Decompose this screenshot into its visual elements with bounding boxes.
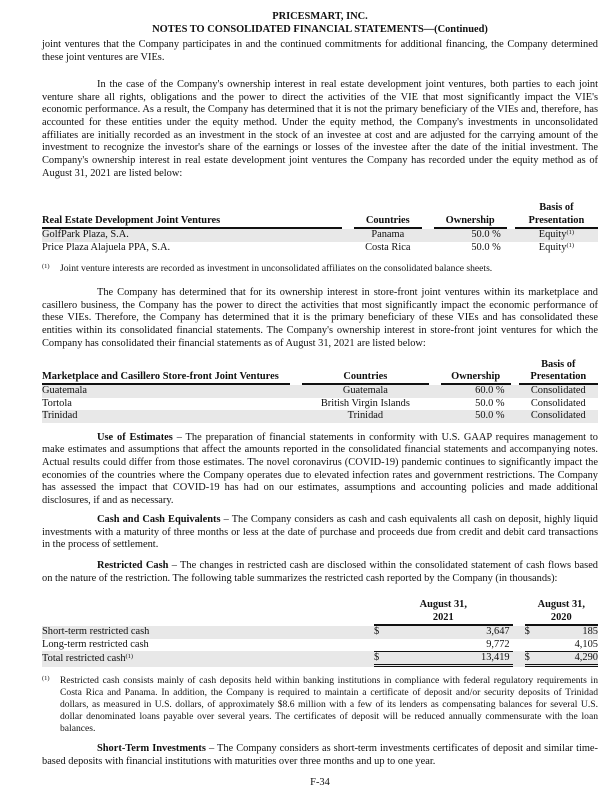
table-row: Total restricted cash$^{(1)}$ $ 13,419 $ 4,290: [42, 651, 598, 667]
header-name: Real Estate Development Joint Ventures: [42, 215, 342, 229]
real-estate-table: [42, 202, 598, 254]
cell-basis: Equity$^{(1)}$: [538, 241, 575, 253]
page-title: NOTES TO CONSOLIDATED FINANCIAL STATEMENTS—(Continued): [152, 23, 488, 35]
header-countries: Countries: [302, 371, 429, 385]
page-number: F-34: [310, 776, 330, 788]
paragraph-continued: joint ventures that the Company participates in and the continued commitments for additional financing, the Company determined these joint ventures are VIEs.: [42, 39, 598, 64]
header-2021: August 31, 2021: [374, 599, 513, 626]
table-row: Guatemala Guatemala 60.0 % Consolidated: [42, 385, 598, 397]
use-of-estimates-paragraph: Use of Estimates – The preparation of financial statements in conformity with U.S. GAAP requires management to make estimates and assumptions that affect the amounts reported in the consolidated financial statements and accompanying notes. Actual results could differ from those estimates. The novel coronavirus (COVID-19) pandemic continues to significantly impact the economies of the countries where the Company operates due to elevated infection rates and government restrictions. The Company has assessed the impact that COVID-19 has had on our estimates, assumptions and accounting policies and made additional disclosures, if and as necessary.: [42, 431, 598, 507]
short-term-investments-paragraph: Short-Term Investments – The Company considers as short-term investments certificates of deposit and similar time-based deposits with financial institutions with maturities over three months and up to one year.: [42, 743, 598, 768]
table-row: Tortola British Virgin Islands 50.0 % Consolidated: [42, 397, 586, 409]
header-ownership: Ownership: [434, 215, 507, 229]
paragraph-storefront: The Company has determined that for its ownership interest in store-front joint ventures within its marketplace and casillero business, the Company has the power to direct the activities that most significantly impact the economic performance of these VIEs. Therefore, the Company has determined that it is the primary beneficiary of these VIEs and has consolidated these entities within its consolidated financial statements. The Company's ownership interest in store-front joint ventures for which the Company has consolidated their financial statements as of August 31, 2021 are listed below:: [42, 287, 598, 349]
restricted-cash-table: [42, 599, 598, 667]
cell-name: Price Plaza Alajuela PPA, S.A.: [42, 241, 171, 253]
header-name: Marketplace and Casillero Store-front Joint Ventures: [42, 371, 290, 385]
cash-equivalents-paragraph: Cash and Cash Equivalents – The Company considers as cash and cash equivalents all cash on deposit, highly liquid investments with a maturity of three months or less at the date of purchase and proceeds due from credit and debit card transactions in the process of settlement.: [42, 513, 598, 551]
restricted-cash-footnote: (1) Restricted cash consists mainly of cash deposits held within banking institutions in compliance with federal regulatory requirements in Costa Rica and Panama. In addition, the Company is required to maintain a certificate of deposit and/or security deposits of Trinidad dollars, as measured in U.S. dollars, of approximately $8.6 million with a few of its lenders as compensating balances for several U.S. dollar denominated loans payable over several years. The certificates of deposit will be reduced annually commensurate with the loan balances.: [42, 675, 598, 735]
page: [42, 11, 598, 789]
header-ownership: Ownership: [441, 371, 511, 385]
header-basis-line1: Basis of: [539, 202, 574, 214]
header-presentation: Presentation: [515, 215, 598, 229]
table-row: Long-term restricted cash 9,772 4,105: [42, 638, 598, 650]
cell-name: GolfPark Plaza, S.A.: [42, 229, 342, 241]
header-basis-line1: Basis of: [541, 358, 576, 370]
paragraph-real-estate: In the case of the Company's ownership interest in real estate development joint ventures, both parties to each joint venture share all rights, obligations and the power to direct the activities of the VIE that most significantly impact the VIE's economic performance. As a result, the Company has determined that it is not the primary beneficiary of the VIEs and, therefore, has accounted for these entities under the equity method. Under the equity method, the Company's investments in unconsolidated affiliates are initially recorded as an investment in the stock of an investee at cost and are adjusted for the carrying amount of the investment to recognize the investor's share of the earnings or losses of the investee after the date of the initial investment. The Company's ownership interest in real estate development joint ventures the Company has recorded under the equity method as of August 31, 2021 are listed below:: [42, 78, 598, 179]
company-name: PRICESMART, INC.: [272, 11, 368, 22]
storefront-table: [42, 359, 598, 423]
real-estate-footnote: (1) Joint venture interests are recorded as investment in unconsolidated affiliates on the consolidated balance sheets.: [42, 263, 493, 275]
table-row: Short-term restricted cash $ 3,647 $ 185: [42, 626, 598, 638]
page-header: [42, 11, 598, 36]
restricted-cash-paragraph: Restricted Cash – The changes in restricted cash are disclosed within the consolidated statement of cash flows based on the nature of the restriction. The following table summarizes the restricted cash reported by the Company (in thousands):: [42, 559, 598, 584]
table-row: Trinidad Trinidad 50.0 % Consolidated: [42, 410, 598, 422]
cell-ownership: 50.0 %: [434, 229, 507, 241]
cell-basis: Equity$^{(1)}$: [515, 229, 598, 241]
cell-country: Costa Rica: [365, 241, 411, 253]
header-countries: Countries: [354, 215, 422, 229]
table-row: [42, 242, 598, 254]
cell-country: Panama: [354, 229, 422, 241]
table-row: [42, 229, 598, 241]
cell-ownership: 50.0 %: [471, 241, 501, 253]
header-presentation: Presentation: [519, 371, 598, 385]
header-2020: August 31, 2020: [525, 599, 598, 626]
